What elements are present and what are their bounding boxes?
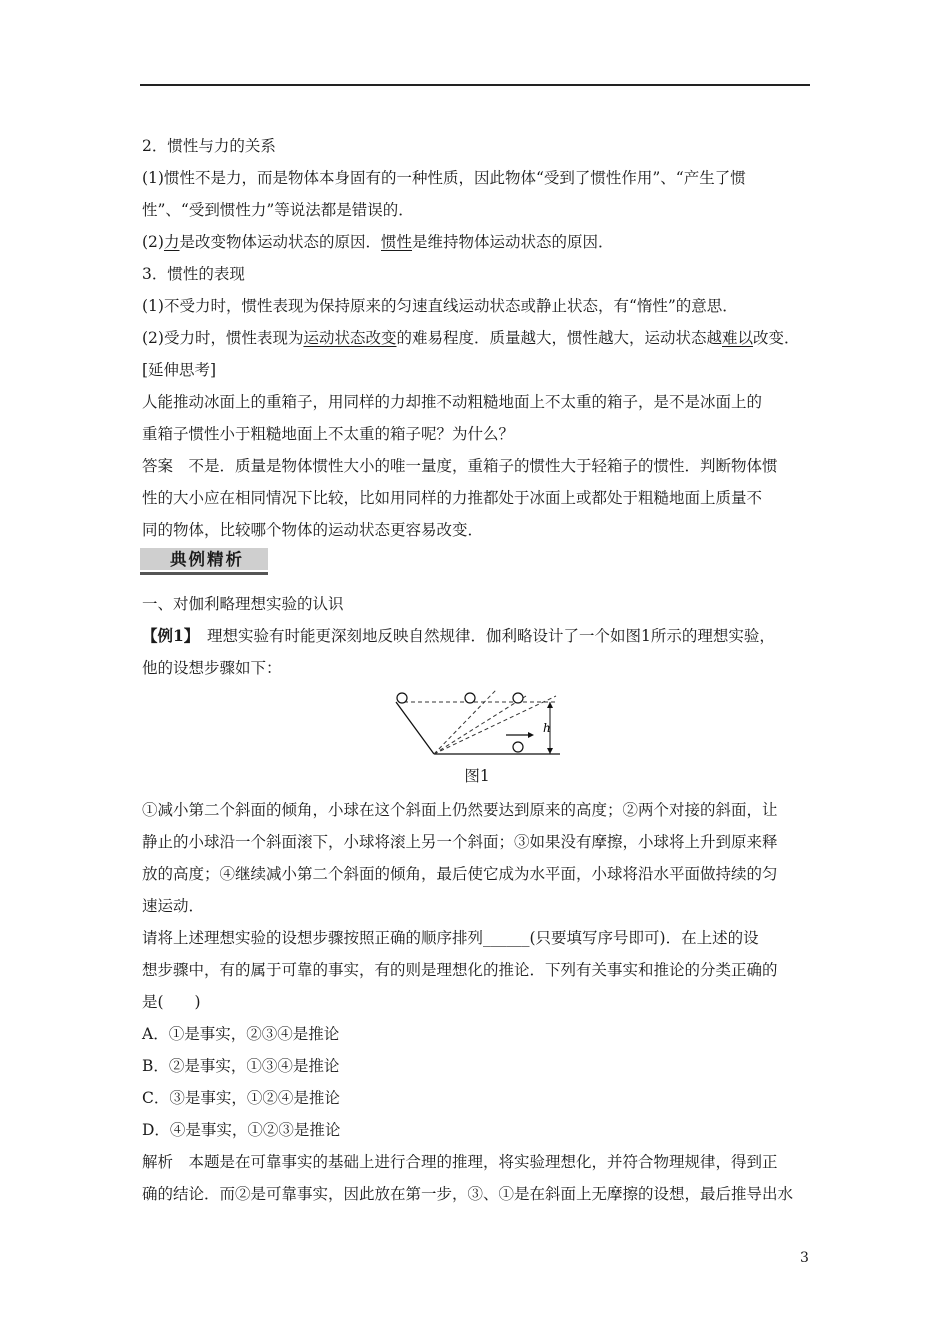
paragraph-line: 人能推动冰面上的重箱子，用同样的力却推不动粗糙地面上不太重的箱子，是不是冰面上的 (142, 393, 763, 411)
option-b: B．②是事实，①③④是推论 (142, 1057, 340, 1075)
extension-thinking-label: [延伸思考] (142, 361, 217, 379)
option-d: D．④是事实，①②③是推论 (142, 1121, 341, 1139)
example-tag: 【例1】 (142, 626, 192, 645)
text-span: 是改变物体运动状态的原因． (179, 233, 381, 251)
text-span: 理想实验有时能更深刻地反映自然规律．伽利略设计了一个如图1所示的理想实验， (191, 627, 775, 645)
figure-caption: 图1 (464, 767, 490, 785)
paragraph-line: 重箱子惯性小于粗糙地面上不太重的箱子呢？为什么？ (142, 425, 515, 443)
paragraph-line: 同的物体，比较哪个物体的运动状态更容易改变． (142, 521, 484, 539)
step-line: 放的高度；④继续减小第二个斜面的倾角，最后使它成为水平面，小球将沿水平面做持续的匀 (142, 865, 778, 883)
question-line: 是( ) (142, 993, 201, 1011)
option-c: C．③是事实，①②④是推论 (142, 1089, 340, 1107)
section-title: 典例精析 (170, 550, 244, 569)
underlined-term: 运动状态改变 (303, 329, 397, 347)
example-line: 他的设想步骤如下： (142, 659, 282, 677)
paragraph-line (142, 322, 812, 354)
underlined-term: 力 (163, 233, 180, 251)
analysis-line: 确的结论．而②是可靠事实，因此放在第一步，③、①是在斜面上无摩擦的设想，最后推导出水 (142, 1185, 794, 1203)
height-label: h (543, 721, 551, 735)
section-header (142, 546, 812, 576)
heading-inertia-force: 2．惯性与力的关系 (142, 137, 276, 155)
analysis-line: 解析 本题是在可靠事实的基础上进行合理的推理，将实验理想化，并符合物理规律，得到正 (142, 1153, 778, 1171)
option-a: A．①是事实，②③④是推论 (142, 1025, 340, 1043)
text-span: 改变． (753, 329, 800, 347)
paragraph-line: 性”、“受到惯性力”等说法都是错误的． (142, 201, 414, 219)
step-line: ①减小第二个斜面的倾角，小球在这个斜面上仍然要达到原来的高度；②两个对接的斜面，让 (142, 801, 778, 819)
paragraph-line: 性的大小应在相同情况下比较，比如用同样的力推都处于冰面上或都处于粗糙地面上质量不 (142, 489, 763, 507)
galileo-ramp-diagram (390, 688, 570, 758)
underlined-term: 惯性 (381, 233, 413, 251)
text-span: 是维持物体运动状态的原因． (412, 233, 614, 251)
question-line: 想步骤中，有的属于可靠的事实，有的则是理想化的推论．下列有关事实和推论的分类正确的 (142, 961, 778, 979)
paragraph-line: (1)惯性不是力，而是物体本身固有的一种性质，因此物体“受到了惯性作用”、“产生了惯 (142, 169, 746, 187)
step-line: 速运动． (142, 897, 205, 915)
paragraph-line: (1)不受力时，惯性表现为保持原来的匀速直线运动状态或静止状态，有“惰性”的意思． (142, 297, 738, 315)
page-number: 3 (800, 1250, 809, 1266)
underlined-term: 难以 (722, 329, 754, 347)
answer-line: 答案 不是．质量是物体惯性大小的唯一量度，重箱子的惯性大于轻箱子的惯性．判断物体惯 (142, 457, 778, 475)
topic-heading: 一、对伽利略理想实验的认识 (142, 595, 344, 613)
figure-galileo-ramps (142, 688, 812, 758)
step-line: 静止的小球沿一个斜面滚下，小球将滚上另一个斜面；③如果没有摩擦，小球将上升到原来释 (142, 833, 778, 851)
example-line (142, 620, 812, 652)
heading-inertia-behavior: 3．惯性的表现 (142, 265, 245, 283)
text-span: 的难易程度．质量越大，惯性越大，运动状态越 (396, 329, 722, 347)
text-span: (2)受力时，惯性表现为 (142, 329, 304, 347)
header-rule (140, 84, 810, 86)
text-span: (2) (142, 233, 164, 251)
question-line: 请将上述理想实验的设想步骤按照正确的顺序排列______(只要填写序号即可)．在上述的设 (142, 929, 759, 947)
paragraph-line (142, 226, 812, 258)
page-content (142, 130, 812, 1210)
section-underline (140, 572, 268, 575)
